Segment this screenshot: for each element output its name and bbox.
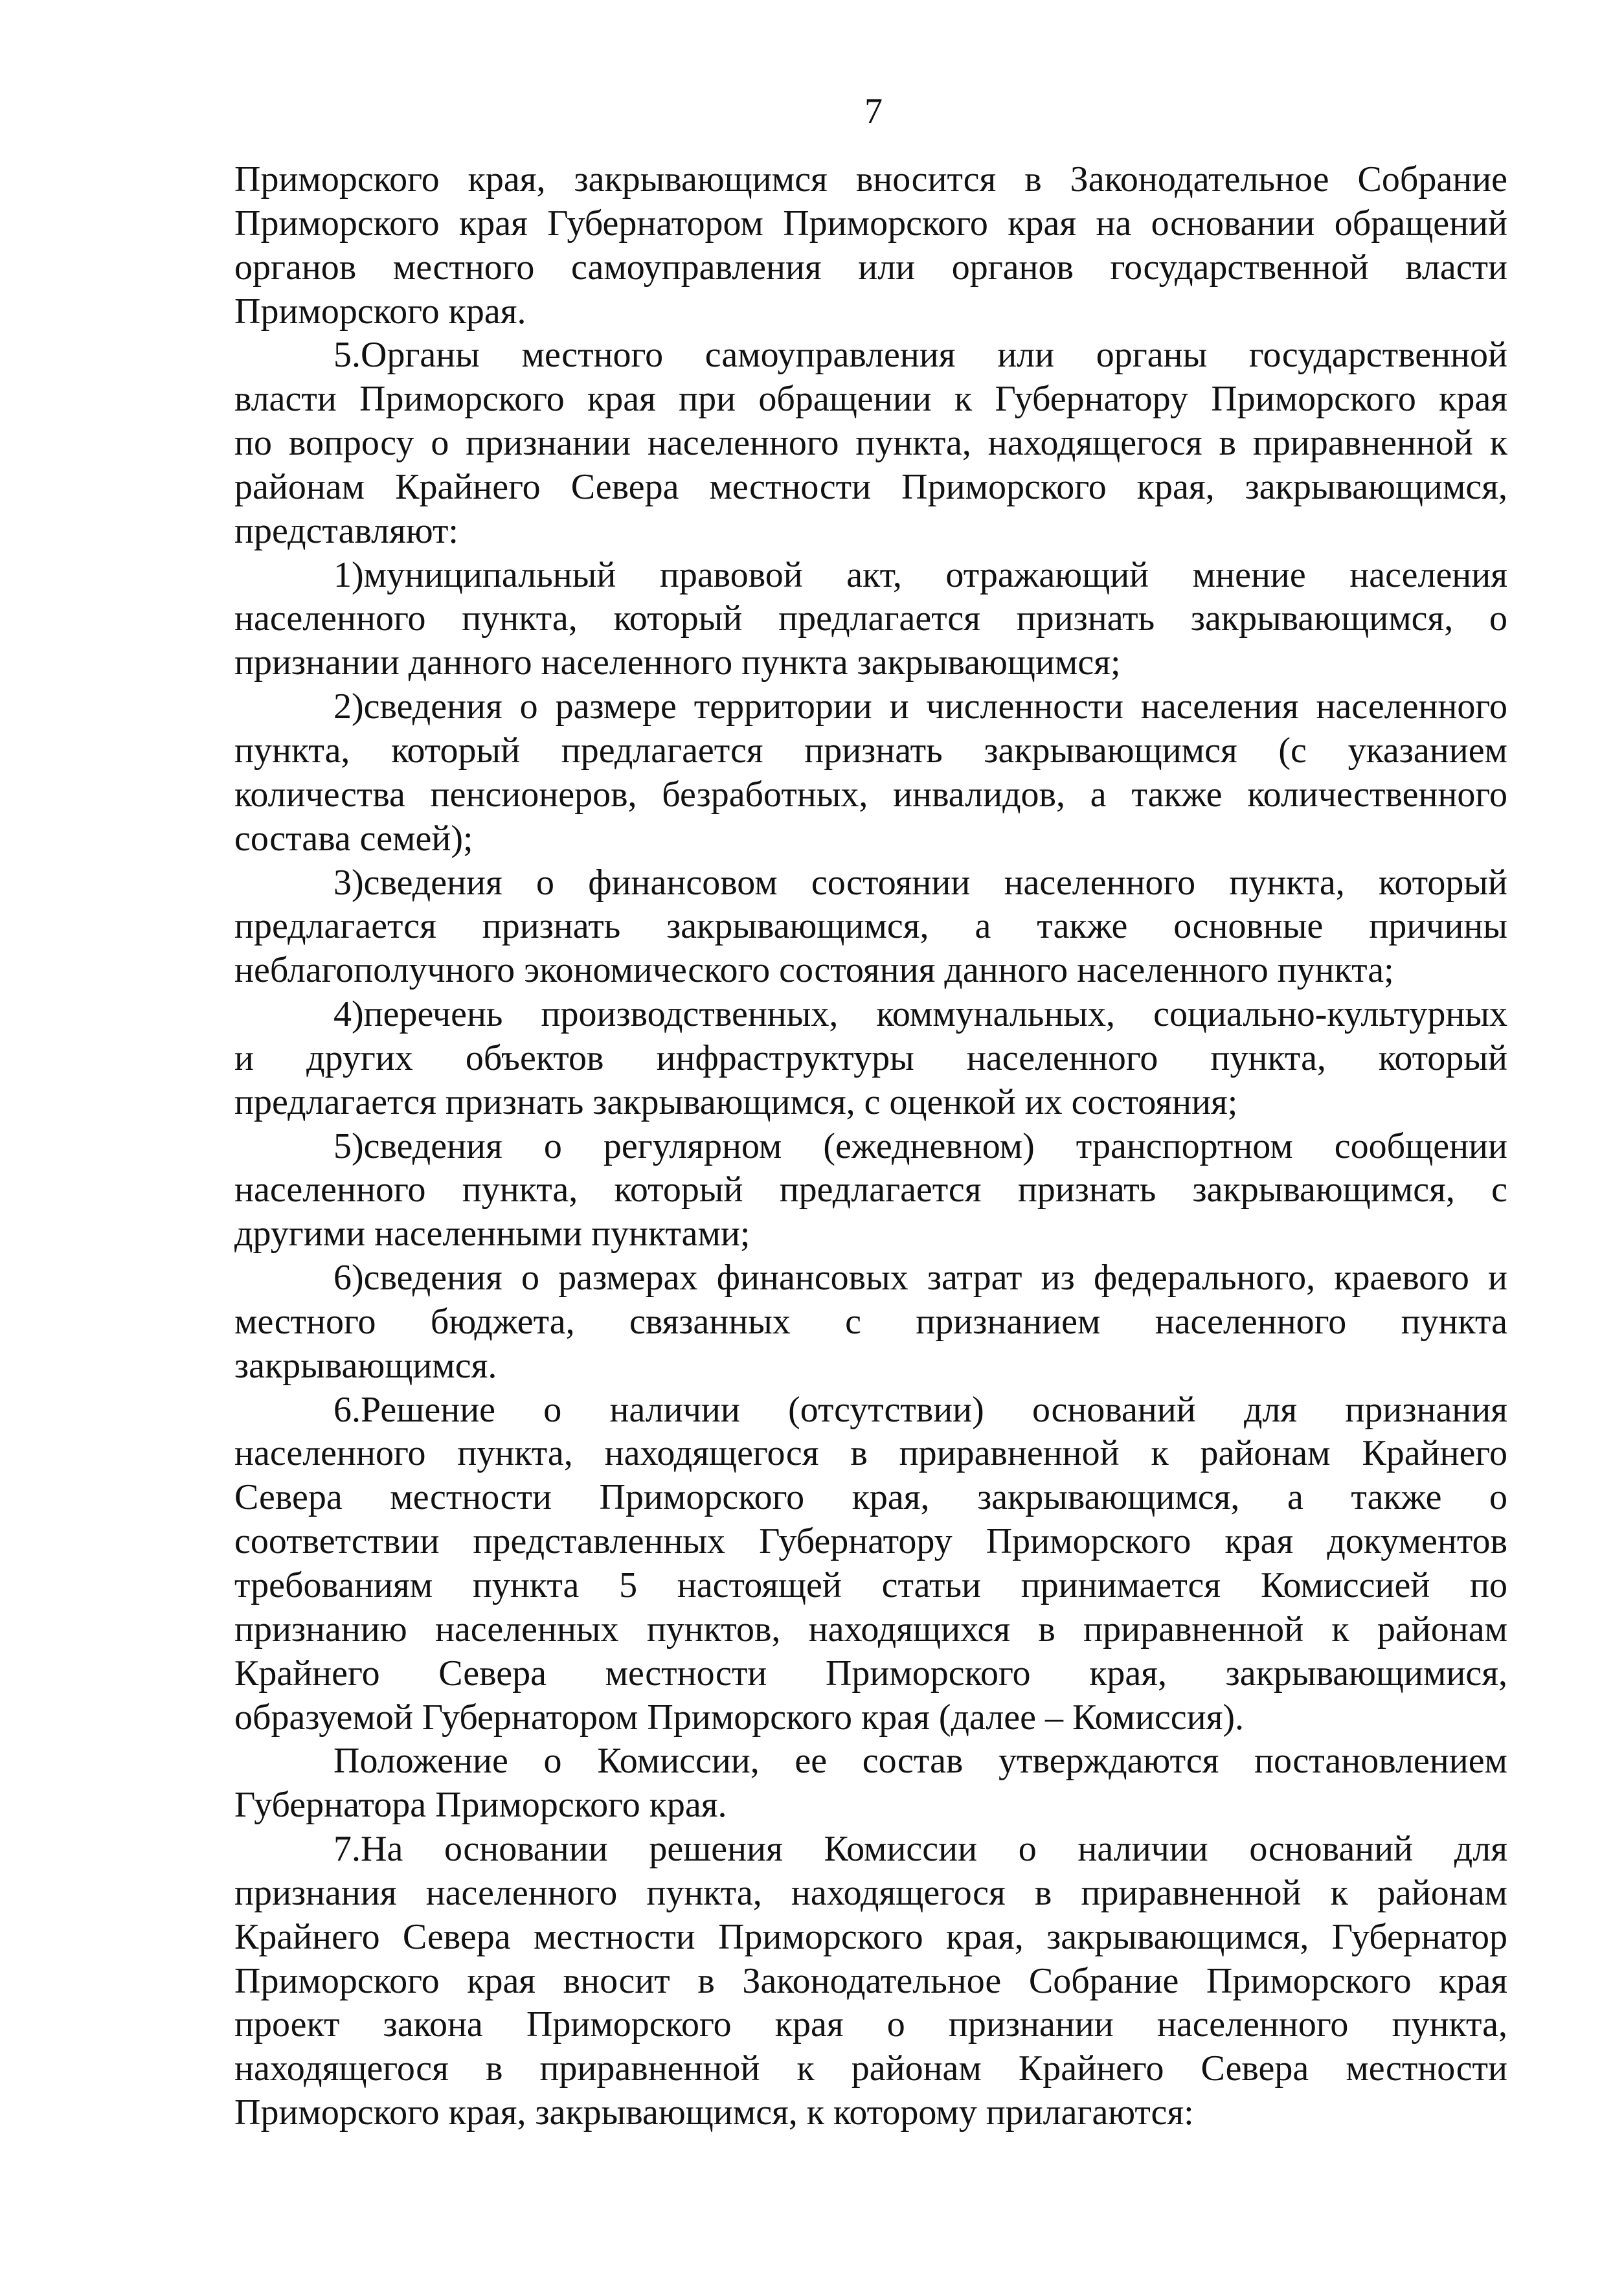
paragraph xyxy=(234,1739,1507,1828)
paragraph xyxy=(234,1388,1507,1740)
text-line: находящегося в приравненной к районам Крайнего Севера местности xyxy=(234,2048,1507,2089)
text-line: Приморского края Губернатором Приморского края на основании обращений xyxy=(234,203,1507,244)
paragraph xyxy=(234,1125,1507,1257)
text-line: Губернатора Приморского края. xyxy=(234,1785,727,1826)
text-line: органов местного самоуправления или органов государственной власти xyxy=(234,247,1507,288)
text-line: закрывающимся. xyxy=(234,1345,497,1386)
paragraph xyxy=(234,158,1507,334)
text-line: 7.На основании решения Комиссии о наличии оснований для xyxy=(333,1829,1507,1870)
text-line: Крайнего Севера местности Приморского края, закрывающимися, xyxy=(234,1653,1507,1694)
text-line: Положение о Комиссии, ее состав утверждаются постановлением xyxy=(333,1741,1507,1782)
text-line: количества пенсионеров, безработных, инвалидов, а также количественного xyxy=(234,774,1507,815)
text-line: населенного пункта, который предлагается признать закрывающимся, о xyxy=(234,598,1507,639)
text-line: представляют: xyxy=(234,510,458,551)
text-line: проект закона Приморского края о признании населенного пункта, xyxy=(234,2004,1507,2045)
page-number: 7 xyxy=(864,91,883,131)
text-line: Приморского края, закрывающимся вносится в Законодательное Собрание xyxy=(234,159,1507,199)
text-line: Крайнего Севера местности Приморского края, закрывающимся, Губернатор xyxy=(234,1916,1507,1957)
text-line: соответствии представленных Губернатору Приморского края документов xyxy=(234,1521,1507,1562)
text-line: предлагается признать закрывающимся, с оценкой их состояния; xyxy=(234,1082,1238,1122)
text-line: образуемой Губернатором Приморского края (далее – Комиссия). xyxy=(234,1697,1245,1738)
text-line: Приморского края, закрывающимся, к которому прилагаются: xyxy=(234,2092,1194,2133)
text-line: признания населенного пункта, находящегося в приравненной к районам xyxy=(234,1872,1507,1913)
text-line: предлагается признать закрывающимся, а также основные причины xyxy=(234,906,1507,947)
text-line: требованиям пункта 5 настоящей статьи принимается Комиссией по xyxy=(234,1565,1507,1605)
text-line: населенного пункта, который предлагается признать закрывающимся, с xyxy=(234,1170,1507,1210)
paragraph xyxy=(234,554,1507,686)
text-line: Приморского края вносит в Законодательное Собрание Приморского края xyxy=(234,1960,1507,2001)
text-line: 3)сведения о финансовом состоянии населенного пункта, который xyxy=(333,862,1507,903)
text-line: населенного пункта, находящегося в приравненной к районам Крайнего xyxy=(234,1433,1507,1474)
text-line: 5.Органы местного самоуправления или органы государственной xyxy=(333,335,1507,376)
text-line: 4)перечень производственных, коммунальных, социально-культурных xyxy=(333,994,1507,1035)
text-line: состава семей); xyxy=(234,818,473,859)
paragraph xyxy=(234,685,1507,861)
text-line: 2)сведения о размере территории и численности населения населенного xyxy=(333,686,1507,727)
text-line: Приморского края. xyxy=(234,291,526,332)
text-line: 5)сведения о регулярном (ежедневном) транспортном сообщении xyxy=(333,1126,1507,1166)
text-line: 6.Решение о наличии (отсутствии) оснований для признания xyxy=(333,1389,1507,1430)
paragraph xyxy=(234,1256,1507,1388)
text-line: признанию населенных пунктов, находящихся в приравненной к районам xyxy=(234,1609,1507,1649)
text-line: местного бюджета, связанных с признанием населенного пункта xyxy=(234,1301,1507,1342)
text-line: районам Крайнего Севера местности Приморского края, закрывающимся, xyxy=(234,466,1507,507)
text-line: Севера местности Приморского края, закрывающимся, а также о xyxy=(234,1477,1507,1518)
text-line: пункта, который предлагается признать закрывающимся (с указанием xyxy=(234,730,1507,771)
paragraph xyxy=(234,993,1507,1125)
paragraph xyxy=(234,334,1507,553)
paragraph xyxy=(234,1828,1507,2135)
text-line: другими населенными пунктами; xyxy=(234,1214,750,1254)
document-body xyxy=(234,158,1507,2135)
text-line: власти Приморского края при обращении к Губернатору Приморского края xyxy=(234,379,1507,420)
text-line: 6)сведения о размерах финансовых затрат из федерального, краевого и xyxy=(333,1258,1507,1298)
text-line: по вопросу о признании населенного пункта, находящегося в приравненной к xyxy=(234,423,1507,464)
paragraph xyxy=(234,861,1507,993)
text-line: 1)муниципальный правовой акт, отражающий мнение населения xyxy=(333,554,1507,595)
text-line: и других объектов инфраструктуры населенного пункта, который xyxy=(234,1037,1507,1078)
text-line: признании данного населенного пункта закрывающимся; xyxy=(234,642,1121,683)
text-line: неблагополучного экономического состояния данного населенного пункта; xyxy=(234,950,1394,991)
